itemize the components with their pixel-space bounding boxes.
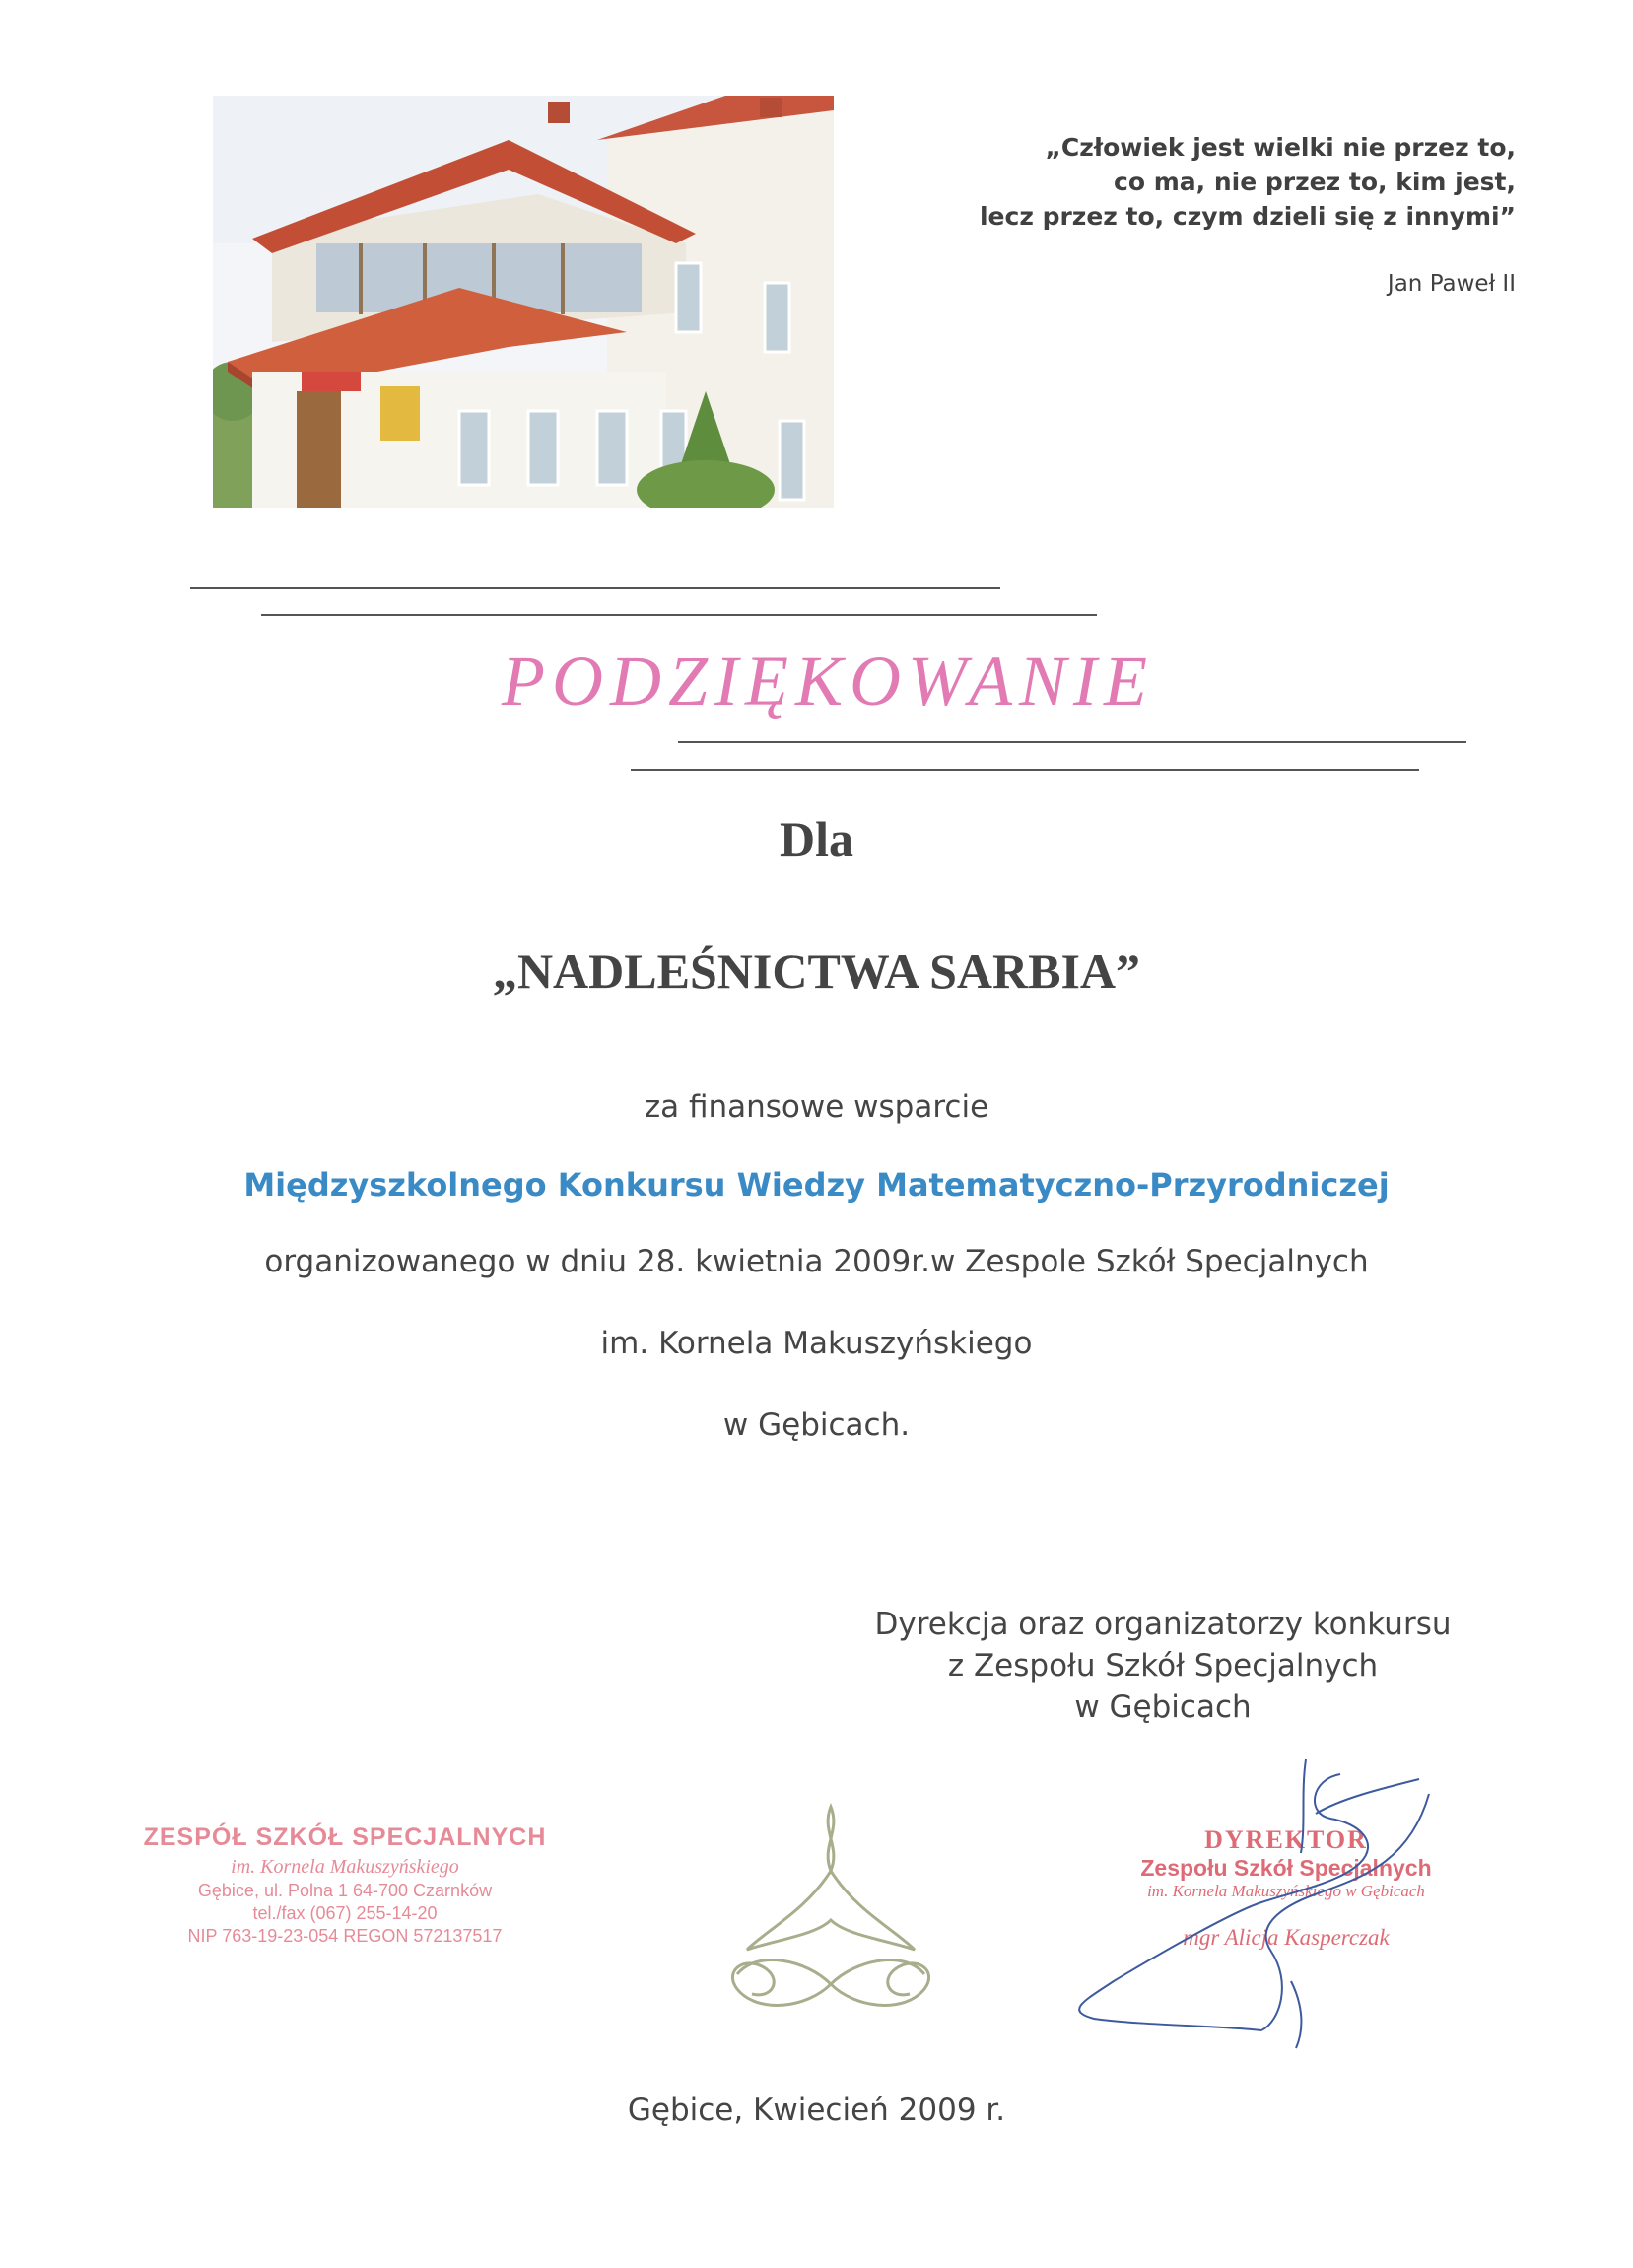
recipient-name: „NADLEŚNICTWA SARBIA” bbox=[492, 943, 1141, 998]
school-building-photo bbox=[213, 96, 834, 508]
body-line-1: za finansowe wsparcie bbox=[644, 1089, 989, 1125]
stamp-school: Zespołu Szkół Specjalnych bbox=[1140, 1855, 1432, 1881]
body-line-3: organizowanego w dniu 28. kwietnia 2009r.w Zespole Szkół Specjalnych bbox=[264, 1244, 1369, 1279]
stamp-school-name: ZESPÓŁ SZKÓŁ SPECJALNYCH bbox=[143, 1823, 547, 1851]
place-date: Gębice, Kwiecień 2009 r. bbox=[627, 2093, 1006, 2128]
for-label: Dla bbox=[780, 811, 853, 866]
stamp-patron: im. Kornela Makuszyńskiego w Gębicach bbox=[1147, 1882, 1425, 1900]
contest-name: Międzyszkolnego Konkursu Wiedzy Matematyczno-Przyrodniczej bbox=[243, 1166, 1390, 1203]
organizers-line-1: Dyrekcja oraz organizatorzy konkursu bbox=[874, 1607, 1452, 1642]
quote-line-1: „Człowiek jest wielki nie przez to, bbox=[1045, 133, 1516, 162]
organizers-line-3: w Gębicach bbox=[1074, 1689, 1252, 1725]
organizers-block bbox=[818, 1604, 1508, 1728]
divider-line bbox=[261, 614, 1097, 616]
divider-line bbox=[190, 587, 1000, 589]
quote-line-2: co ma, nie przez to, kim jest, bbox=[1114, 168, 1516, 196]
stamp-ids: NIP 763-19-23-054 REGON 572137517 bbox=[187, 1926, 503, 1946]
stamp-role: DYREKTOR bbox=[1204, 1825, 1368, 1854]
stamp-address: Gębice, ul. Polna 1 64-700 Czarnków bbox=[197, 1881, 493, 1900]
ornament-icon bbox=[717, 1802, 944, 2019]
divider-line bbox=[678, 741, 1466, 743]
school-stamp bbox=[138, 1823, 552, 1947]
stamp-person: mgr Alicja Kasperczak bbox=[1183, 1925, 1390, 1950]
document-title: PODZIĘKOWANIE bbox=[502, 642, 1154, 721]
quote-text bbox=[887, 130, 1516, 234]
divider-line bbox=[631, 769, 1419, 771]
stamp-patron: im. Kornela Makuszyńskiego bbox=[231, 1856, 459, 1878]
quote-author: Jan Paweł II bbox=[1387, 271, 1516, 297]
quote-line-3: lecz przez to, czym dzieli się z innymi” bbox=[979, 202, 1516, 231]
body-line-4: im. Kornela Makuszyńskiego bbox=[600, 1326, 1033, 1361]
stamp-phone: tel./fax (067) 255-14-20 bbox=[252, 1903, 438, 1923]
body-line-5: w Gębicach. bbox=[722, 1408, 911, 1443]
handwritten-signature bbox=[966, 1754, 1459, 2050]
organizers-line-2: z Zespołu Szkół Specjalnych bbox=[947, 1648, 1379, 1684]
